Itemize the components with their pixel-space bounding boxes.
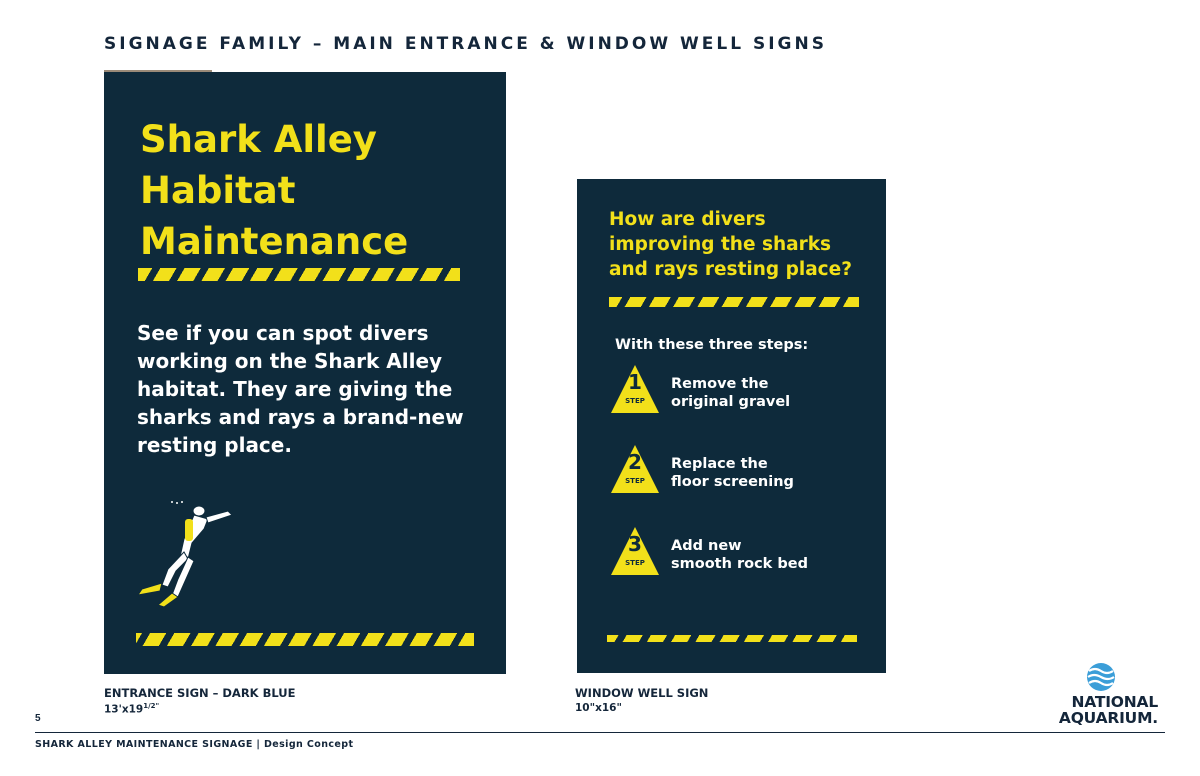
entrance-sign-caption — [104, 686, 295, 716]
step-text-line: smooth rock bed — [671, 556, 808, 572]
page-number: 5 — [35, 713, 41, 724]
hazard-stripe-divider — [609, 297, 859, 307]
window-caption-label: WINDOW WELL SIGN — [575, 686, 709, 700]
step-number: 1 — [628, 370, 642, 394]
footer-text: SHARK ALLEY MAINTENANCE SIGNAGE | Design Concept — [35, 739, 354, 750]
window-sign-intro: With these three steps: — [615, 337, 809, 353]
step-number: 3 — [628, 532, 642, 556]
entrance-sign — [104, 72, 506, 674]
window-sign-caption — [575, 686, 708, 714]
entrance-size-fraction: 1/2" — [143, 702, 160, 710]
entrance-title-line: Maintenance — [140, 220, 409, 263]
hazard-stripe-bottom — [136, 633, 474, 646]
entrance-title-line: Shark Alley — [140, 118, 377, 161]
window-well-sign — [577, 179, 886, 673]
step-text — [671, 537, 861, 573]
hazard-stripe-divider — [138, 268, 460, 281]
page-title: SIGNAGE FAMILY – MAIN ENTRANCE & WINDOW WELL SIGNS — [104, 34, 827, 54]
step-number: 2 — [628, 450, 642, 474]
step-text-line: original gravel — [671, 394, 791, 410]
entrance-caption-size — [104, 702, 295, 716]
national-aquarium-logo — [1040, 660, 1165, 730]
step-text-line: floor screening — [671, 474, 794, 490]
hazard-stripe-bottom — [607, 635, 857, 642]
step-text-line: Add new — [671, 538, 742, 554]
entrance-sign-body: See if you can spot divers working on the Shark Alley habitat. They are giving the sharks and rays a brand-new resting place. — [137, 321, 464, 457]
step-text-line: Remove the — [671, 376, 769, 392]
step-text — [671, 455, 861, 491]
logo-line: NATIONAL — [1071, 693, 1158, 711]
step-word: STEP — [625, 397, 645, 405]
entrance-sign-title — [140, 114, 480, 267]
logo-line: AQUARIUM. — [1058, 709, 1158, 727]
entrance-size-main: 13'x19 — [104, 703, 144, 716]
window-caption-size: 10"x16" — [575, 702, 622, 714]
entrance-caption-label: ENTRANCE SIGN – DARK BLUE — [104, 686, 296, 700]
step-text — [671, 375, 861, 411]
national-aquarium-logo-icon — [1086, 662, 1116, 692]
footer-divider — [35, 732, 1165, 733]
step-word: STEP — [625, 477, 645, 485]
logo-wordmark — [1048, 694, 1158, 726]
window-sign-question: How are divers improving the sharks and rays resting place? — [609, 209, 852, 280]
step-word: STEP — [625, 559, 645, 567]
scuba-diver-icon — [132, 497, 242, 607]
entrance-title-line: Habitat — [140, 169, 296, 212]
step-text-line: Replace the — [671, 456, 768, 472]
